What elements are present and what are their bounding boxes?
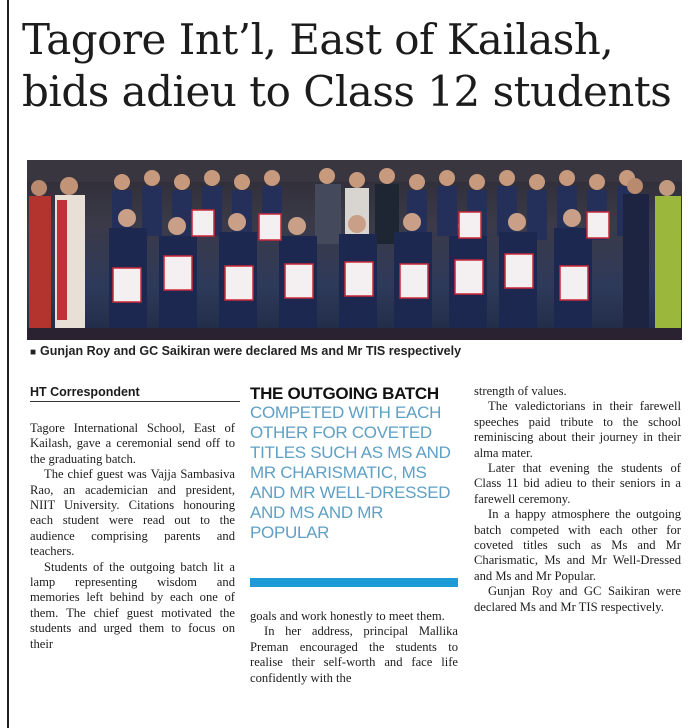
byline: HT Correspondent [30,385,240,402]
headline [22,14,692,118]
paragraph: Gunjan Roy and GC Saikiran were declared Ms and Mr TIS respectively. [474,584,681,614]
paragraph: The valedictorians in their farewell speeches paid tribute to the school reminiscing about their journey in their alma mater. [474,399,681,460]
article-column-3 [474,384,681,615]
paragraph: Students of the outgoing batch lit a lamp representing wisdom and memories left behind by each one of them. The chief guest motivated the students and urged them to focus on their [30,559,235,651]
paragraph: In a happy atmosphere the outgoing batch competed with each other for coveted titles such as Ms and Mr Charismatic, Ms and Mr Well-Dressed and Ms and Mr Popular. [474,507,681,583]
group-photo-students-holding-certificates-icon [27,160,682,340]
headline-line-1: Tagore Int’l, East of Kailash, [22,15,614,64]
paragraph: In her address, principal Mallika Preman encouraged the students to realise their self-worth and face life confidently with the [250,624,458,685]
paragraph: Later that evening the students of Class 11 bid adieu to their seniors in a farewell ceremony. [474,461,681,506]
caption-marker-icon: ■ [30,347,37,358]
pull-quote-body: COMPETED WITH EACH OTHER FOR COVETED TITLES SUCH AS MS AND MR CHARISMATIC, MS AND MR WELL-DRESSED AND MS AND MR POPULAR [250,403,451,542]
pull-quote-accent-bar [250,578,458,587]
pull-quote-heading: THE OUTGOING BATCH [250,384,439,403]
column-rule [7,0,9,728]
photo-caption [30,344,680,358]
paragraph: goals and work honestly to meet them. [250,609,445,623]
article-column-1 [30,421,235,652]
headline-line-2: bids adieu to Class 12 students [22,67,672,116]
paragraph: The chief guest was Vajja Sambasiva Rao, an academician and president, NIIT University. Citations honouring each student were read out to the audience comprising parents and teachers. [30,467,235,559]
article-column-2 [250,609,458,686]
paragraph: Tagore International School, East of Kailash, gave a ceremonial send off to the graduating batch. [30,421,235,466]
caption-text: Gunjan Roy and GC Saikiran were declared Ms and Mr TIS respectively [40,344,462,358]
paragraph: strength of values. [474,384,567,398]
group-photo [27,160,682,340]
pull-quote [250,384,458,543]
